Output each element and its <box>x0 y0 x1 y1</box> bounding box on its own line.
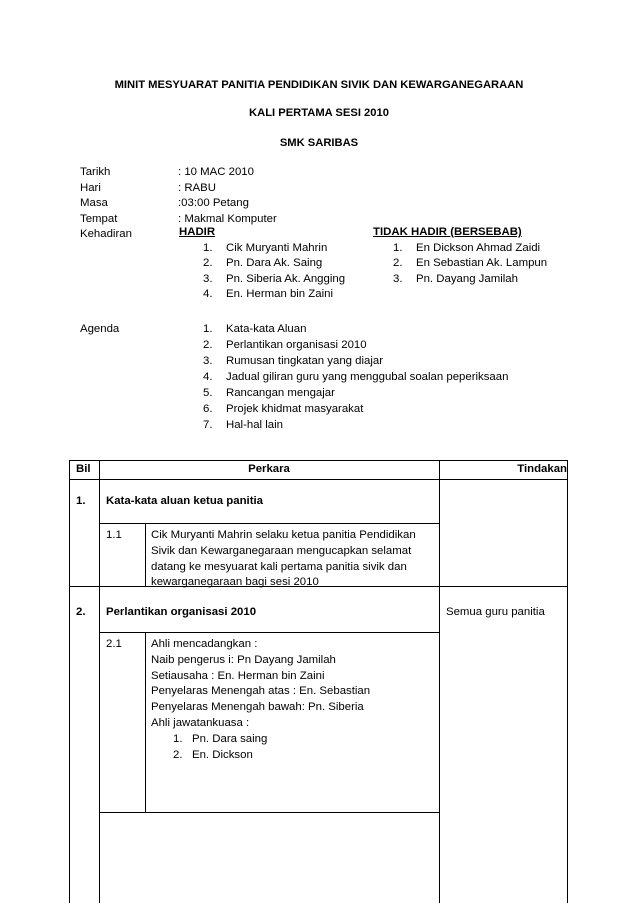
agenda-list <box>203 322 508 434</box>
info-label: Tarikh <box>80 166 111 178</box>
info-value: :03:00 Petang <box>178 197 249 209</box>
list-item <box>203 272 345 288</box>
list-item <box>203 256 345 272</box>
attendee-name: En Sebastian Ak. Lampun <box>416 257 548 269</box>
list-item <box>203 322 508 338</box>
list-item <box>203 402 508 418</box>
body-line: Cik Muryanti Mahrin selaku ketua panitia Pendidikan <box>151 529 416 541</box>
info-value: : 10 MAC 2010 <box>178 166 254 178</box>
list-number: 3. <box>393 272 403 285</box>
subsection-body <box>151 637 436 763</box>
list-number: 3. <box>203 355 213 367</box>
info-label: Tempat <box>80 212 118 225</box>
section-title: Perlantikan organisasi 2010 <box>106 606 257 618</box>
list-number: 1. <box>173 732 183 745</box>
list-number: 6. <box>203 403 213 415</box>
table-border <box>145 632 146 812</box>
present-heading: HADIR <box>179 226 216 238</box>
list-number: 1. <box>203 241 213 254</box>
attendee-name: Pn. Siberia Ak. Angging <box>226 272 346 285</box>
info-value: : Makmal Komputer <box>178 212 277 225</box>
attendee-name: Cik Muryanti Mahrin <box>226 241 328 254</box>
list-number: 1. <box>203 323 213 335</box>
body-line: Setiausaha : En. Herman bin Zaini <box>151 669 325 682</box>
list-number: 5. <box>203 387 213 399</box>
committee-member: En. Dickson <box>192 748 253 761</box>
present-list <box>203 241 345 303</box>
info-row-date <box>80 165 600 181</box>
info-row-time <box>80 196 600 212</box>
list-item <box>203 418 508 434</box>
list-item <box>173 748 436 764</box>
list-item <box>203 241 345 257</box>
info-row-day <box>80 181 600 197</box>
table-border <box>69 460 70 903</box>
committee-list <box>173 732 436 764</box>
header-perkara: Perkara <box>248 463 290 475</box>
body-line: Ahli jawatankuasa : <box>151 716 250 729</box>
list-number: 4. <box>203 371 213 383</box>
attendee-name: En. Herman bin Zaini <box>226 288 333 300</box>
agenda-item: Jadual giliran guru yang menggubal soalan peperiksaan <box>226 371 509 383</box>
tindakan-cell: Semua guru panitia <box>446 606 545 618</box>
absent-column <box>373 225 547 287</box>
agenda-item: Rancangan mengajar <box>226 387 335 399</box>
attendee-name: En Dickson Ahmad Zaidi <box>416 241 541 254</box>
list-item <box>393 241 547 257</box>
section-number: 2. <box>76 606 86 618</box>
list-number: 3. <box>203 272 213 285</box>
table-border <box>69 479 568 480</box>
table-border <box>145 523 146 586</box>
list-number: 7. <box>203 419 213 431</box>
agenda-label: Agenda <box>80 323 120 335</box>
info-value: : RABU <box>178 181 216 194</box>
table-border <box>567 460 568 903</box>
minutes-table <box>69 460 568 903</box>
section-number: 1. <box>76 495 86 507</box>
list-item <box>203 287 345 303</box>
body-line: Ahli mencadangkan : <box>151 638 258 650</box>
info-label: Hari <box>80 181 101 194</box>
document-subtitle: KALI PERTAMA SESI 2010 <box>249 107 389 119</box>
table-border <box>99 632 440 633</box>
table-border <box>99 460 100 903</box>
body-line: Sivik dan Kewarganegaraan mengucapkan selamat <box>151 544 412 557</box>
attendee-name: Pn. Dara Ak. Saing <box>226 257 323 269</box>
list-number: 2. <box>393 257 403 269</box>
list-item <box>203 386 508 402</box>
list-number: 1. <box>393 241 403 254</box>
subsection-number: 1.1 <box>106 529 122 541</box>
list-number: 2. <box>203 257 213 269</box>
table-border <box>99 812 440 813</box>
list-item <box>393 272 547 288</box>
body-line: Naib pengerus i: Pn Dayang Jamilah <box>151 653 336 666</box>
agenda-item: Perlantikan organisasi 2010 <box>226 339 367 351</box>
attendee-name: Pn. Dayang Jamilah <box>416 272 518 285</box>
list-number: 2. <box>203 339 213 351</box>
table-border <box>69 460 568 461</box>
list-item <box>393 256 547 272</box>
header-tindakan: Tindakan <box>517 463 567 475</box>
document-title: MINIT MESYUARAT PANITIA PENDIDIKAN SIVIK DAN KEWARGANEGARAAN <box>114 79 524 91</box>
header-bil: Bil <box>76 463 91 475</box>
info-label: Masa <box>80 197 108 209</box>
list-number: 4. <box>203 288 213 300</box>
info-label: Kehadiran <box>80 228 132 240</box>
subsection-number: 2.1 <box>106 638 122 650</box>
agenda-item: Projek khidmat masyarakat <box>226 403 364 415</box>
body-line: datang ke mesyuarat kali pertama panitia sivik dan <box>151 560 407 573</box>
present-column <box>179 225 345 303</box>
list-item <box>203 370 508 386</box>
agenda-item: Kata-kata Aluan <box>226 323 307 335</box>
subsection-body <box>151 528 436 591</box>
body-line: Penyelaras Menengah atas : En. Sebastian <box>151 685 371 698</box>
absent-heading: TIDAK HADIR (BERSEBAB) <box>373 226 522 238</box>
list-item <box>173 732 436 748</box>
absent-list <box>393 241 547 288</box>
body-line: Penyelaras Menengah bawah: Pn. Siberia <box>151 701 364 714</box>
agenda-item: Rumusan tingkatan yang diajar <box>226 355 384 367</box>
school-name: SMK SARIBAS <box>279 137 359 149</box>
list-item <box>203 354 508 370</box>
list-number: 2. <box>173 748 183 761</box>
body-line: kewarganegaraan bagi sesi 2010 <box>151 576 319 589</box>
table-border <box>439 460 440 903</box>
list-item <box>203 338 508 354</box>
section-title: Kata-kata aluan ketua panitia <box>106 495 263 507</box>
agenda-item: Hal-hal lain <box>226 419 283 431</box>
committee-member: Pn. Dara saing <box>192 732 268 745</box>
table-border <box>99 523 440 524</box>
